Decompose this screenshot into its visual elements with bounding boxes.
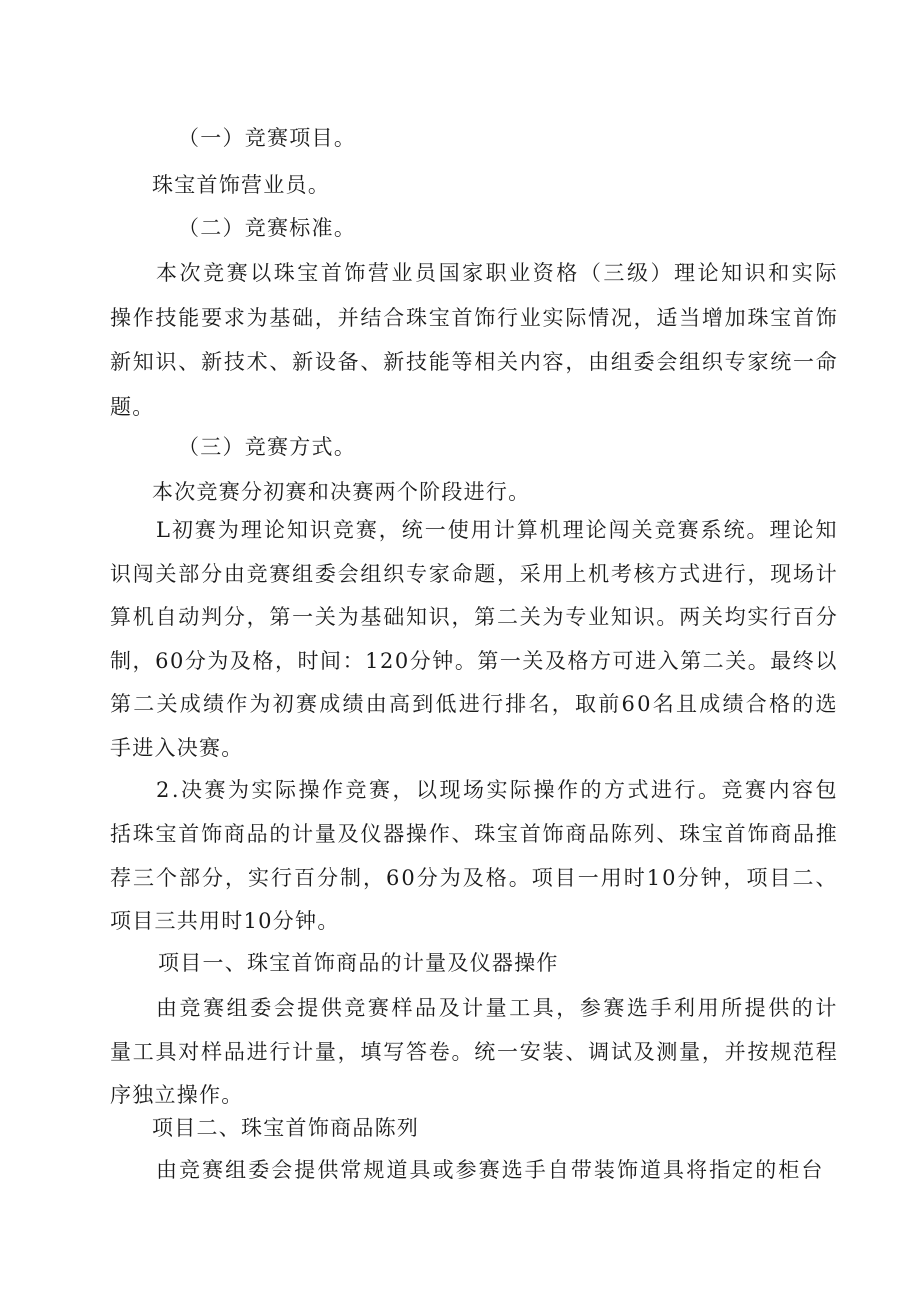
section-heading-competition-format: （三）竞赛方式。 xyxy=(178,435,357,459)
paragraph-line: 新 知 识 、 新 技 术 、 新 设 备 、 新 技 能 等 相 关 内 容 ， 由 组 委 会 组 织 专 家 统 一 命 xyxy=(110,350,838,374)
paragraph-line: 由 竞 赛 组 委 会 提 供 竞 赛 样 品 及 计 量 工 具 ， 参 赛 选 手 利 用 所 提 供 的 计 xyxy=(156,996,838,1020)
section-heading-competition-items: （一）竞赛项目。 xyxy=(178,126,357,150)
paragraph-line: 项目三共用时10分钟。 xyxy=(110,909,340,933)
item-two-heading: 项目二、珠宝首饰商品陈列 xyxy=(152,1116,420,1140)
item-one-heading: 项目一、珠宝首饰商品的计量及仪器操作 xyxy=(158,951,559,975)
paragraph-line: 手进入决赛。 xyxy=(110,736,244,760)
paragraph-line: 本 次 竞 赛 以 珠 宝 首 饰 营 业 员 国 家 职 业 资 格 （ 三 级 ） 理 论 知 识 和 实 际 xyxy=(156,261,838,285)
paragraph-line: L 初 赛 为 理 论 知 识 竞 赛 ， 统 一 使 用 计 算 机 理 论 闯 关 竞 赛 系 统 。 理 论 知 xyxy=(156,518,838,542)
paragraph-line: 序独立操作。 xyxy=(110,1083,244,1107)
paragraph-line: 识 闯 关 部 分 由 竞 赛 组 委 会 组 织 专 家 命 题 ， 采 用 上 机 考 核 方 式 进 行 ， 现 场 计 xyxy=(110,562,838,586)
paragraph-line: 制 ， 6 0 分 为 及 格 ， 时 间 ： 1 2 0 分 钟 。 第 一 关 及 格 方 可 进 入 第 二 关 。 最 终 以 xyxy=(110,649,838,673)
paragraph-line: 操 作 技 能 要 求 为 基 础 ， 并 结 合 珠 宝 首 饰 行 业 实 际 情 况 ， 适 当 增 加 珠 宝 首 饰 xyxy=(110,306,838,330)
paragraph-item-two: 由 竞 赛 组 委 会 提 供 常 规 道 具 或 参 赛 选 手 自 带 装 饰 道 具 将 指 定 的 柜 台 xyxy=(156,1158,824,1182)
paragraph-competition-stages: 本次竞赛分初赛和决赛两个阶段进行。 xyxy=(152,480,531,504)
paragraph-line: 第 二 关 成 绩 作 为 初 赛 成 绩 由 高 到 低 进 行 排 名 ， 取 前 6 0 名 且 成 绩 合 格 的 选 xyxy=(110,692,838,716)
paragraph-line: 括 珠 宝 首 饰 商 品 的 计 量 及 仪 器 操 作 、 珠 宝 首 饰 商 品 陈 列 、 珠 宝 首 饰 商 品 推 xyxy=(110,822,838,846)
section-heading-competition-standard: （二）竞赛标准。 xyxy=(178,216,357,240)
paragraph-line: 量 工 具 对 样 品 进 行 计 量 ， 填 写 答 卷 。 统 一 安 装 、 调 试 及 测 量 ， 并 按 规 范 程 xyxy=(110,1040,838,1064)
paragraph-line: 2 . 决 赛 为 实 际 操 作 竞 赛 ， 以 现 场 实 际 操 作 的 方 式 进 行 。 竞 赛 内 容 包 xyxy=(156,778,838,802)
paragraph-competition-item: 珠宝首饰营业员。 xyxy=(152,173,331,197)
paragraph-line: 题。 xyxy=(110,395,155,419)
paragraph-line: 算 机 自 动 判 分 ， 第 一 关 为 基 础 知 识 ， 第 二 关 为 专 业 知 识 。 两 关 均 实 行 百 分 xyxy=(110,605,838,629)
paragraph-line: 荐 三 个 部 分 ， 实 行 百 分 制 ， 6 0 分 为 及 格 。 项 目 一 用 时 1 0 分 钟 ， 项 目 二 、 xyxy=(110,866,838,890)
